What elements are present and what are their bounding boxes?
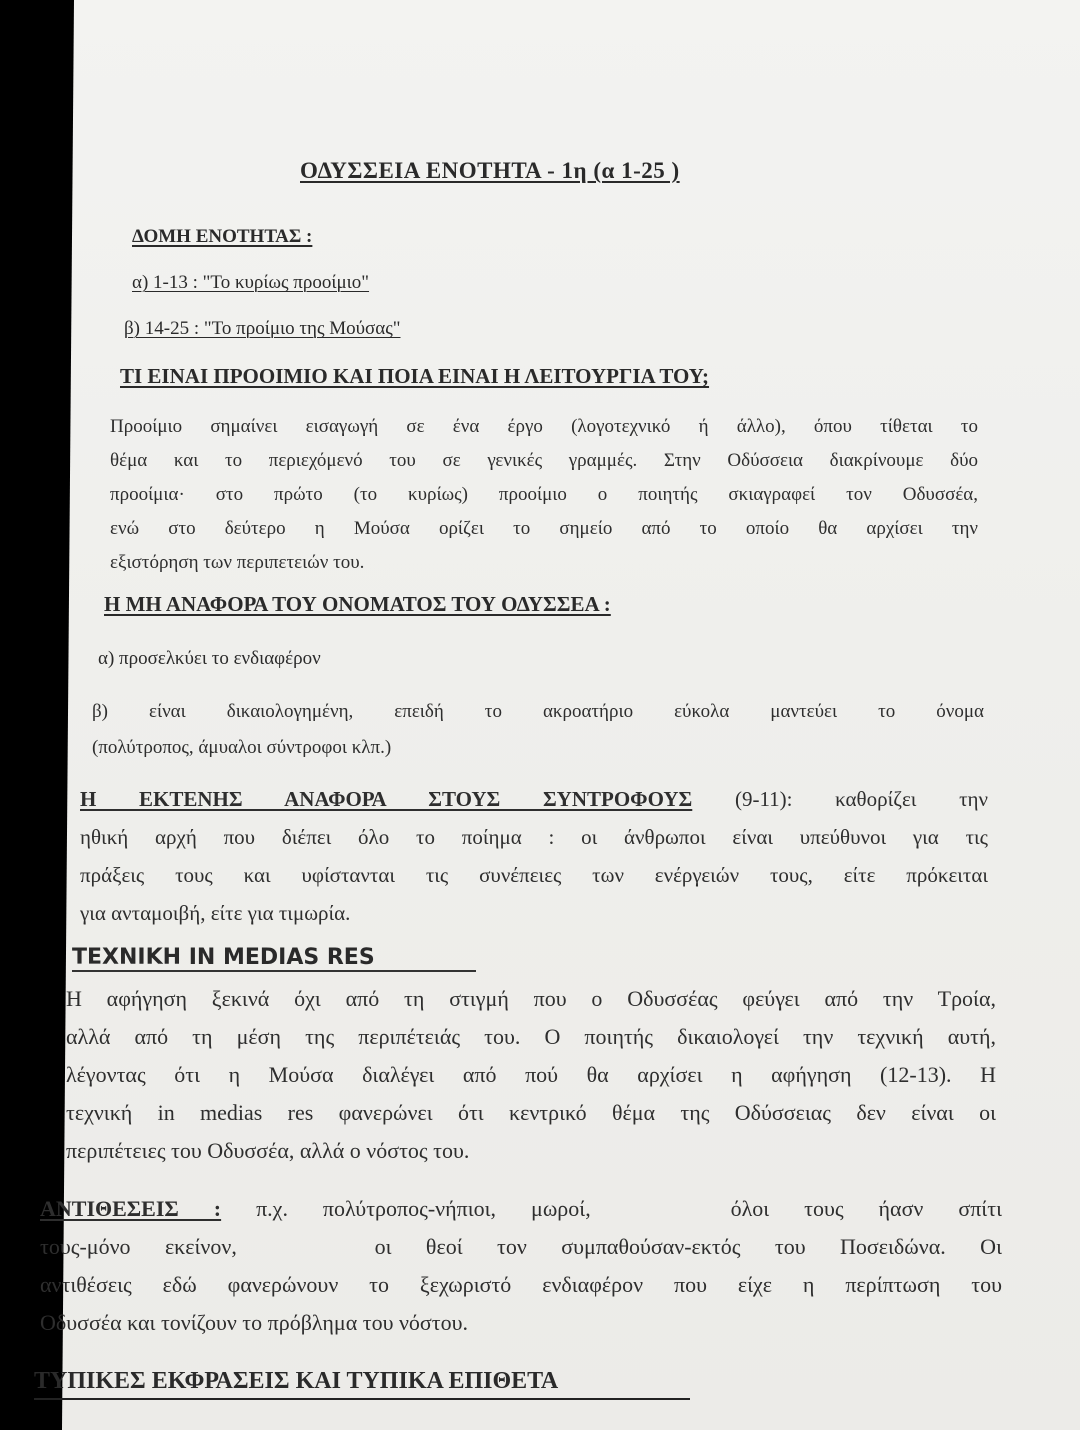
prooimio-paragraph <box>110 410 978 580</box>
typical-expressions-heading: ΤΥΠΙΚΕΣ ΕΚΦΡΑΣΕΙΣ ΚΑΙ ΤΥΠΙΚΑ ΕΠΙΘΕΤΑ <box>34 1368 559 1394</box>
structure-item-a: α) 1-13 : "Το κυρίως προοίμιο" <box>132 272 370 293</box>
name-reference-heading: Η ΜΗ ΑΝΑΦΟΡΑ ΤΟΥ ΟΝΟΜΑΤΟΣ ΤΟΥ ΟΔΥΣΣΕΑ : <box>104 592 611 616</box>
companions-heading: Η ΕΚΤΕΝΗΣ ΑΝΑΦΟΡΑ ΣΤΟΥΣ ΣΥΝΤΡΟΦΟΥΣ <box>80 787 693 811</box>
name-reference-item-b <box>92 694 984 766</box>
paragraph-line: β) είναι δικαιολογημένη, επειδή το ακροατήριο εύκολα μαντεύει το όνομα <box>92 701 984 722</box>
paragraph-line: αντιθέσεις εδώ φανερώνουν το ξεχωριστό ενδιαφέρον που είχε η περίπτωση του <box>40 1272 1002 1297</box>
antitheses-paragraph <box>40 1190 1002 1342</box>
antitheses-first-line: π.χ. πολύτροπος-νήπιοι, μωροί, όλοι τους ήασν σπίτι <box>221 1196 1002 1221</box>
structure-heading: ΔΟΜΗ ΕΝΟΤΗΤΑΣ : <box>132 226 313 247</box>
name-reference-item-a: α) προσελκύει το ενδιαφέρον <box>98 648 321 669</box>
paragraph-line: λέγοντας ότι η Μούσα διαλέγει από πού θα αρχίσει η αφήγηση (12-13). Η <box>66 1062 996 1087</box>
paragraph-line: Η αφήγηση ξεκινά όχι από τη στιγμή που ο Οδυσσέας φεύγει από την Τροία, <box>66 986 996 1011</box>
paragraph-line <box>80 780 988 818</box>
paragraph-line: τους-μόνο εκείνον, οι θεοί τον συμπαθούσαν-εκτός του Ποσειδώνα. Οι <box>40 1234 1002 1259</box>
in-medias-res-paragraph <box>66 980 996 1170</box>
antitheses-heading: ΑΝΤΙΘΕΣΕΙΣ : <box>40 1196 222 1221</box>
companions-first-line: (9-11): καθορίζει την <box>692 787 988 811</box>
paragraph-line: προοίμια· στο πρώτο (το κυρίως) προοίμιο ο ποιητής σκιαγραφεί τον Οδυσσέα, <box>110 484 978 505</box>
paragraph-line: θέμα και το περιεχόμενό του σε γενικές γραμμές. Στην Οδύσσεια διακρίνουμε δύο <box>110 450 978 471</box>
paragraph-line: για ανταμοιβή, είτε για τιμωρία. <box>80 901 351 925</box>
paragraph-line: Οδυσσέα και τονίζουν το πρόβλημα του νόστου. <box>40 1310 469 1335</box>
in-medias-res-heading: ΤΕΧΝΙΚΗ IN MEDIAS RES <box>72 945 375 970</box>
companions-paragraph <box>80 780 988 932</box>
prooimio-heading: ΤΙ ΕΙΝΑΙ ΠΡΟΟΙΜΙΟ ΚΑΙ ΠΟΙΑ ΕΙΝΑΙ Η ΛΕΙΤΟΥΡΓΙΑ ΤΟΥ; <box>120 364 710 388</box>
document-title: ΟΔΥΣΣΕΙΑ ΕΝΟΤΗΤΑ - 1η (α 1-25 ) <box>300 158 680 183</box>
paragraph-line: περιπέτειες του Οδυσσέα, αλλά ο νόστος του. <box>66 1138 470 1163</box>
paragraph-line: εξιστόρηση των περιπετειών του. <box>110 552 365 573</box>
structure-item-b: β) 14-25 : "Το προίμιο της Μούσας" <box>124 318 401 339</box>
paragraph-line: τεχνική in medias res φανερώνει ότι κεντρικό θέμα της Οδύσσειας δεν είναι οι <box>66 1100 996 1125</box>
paragraph-line: ενώ στο δεύτερο η Μούσα ορίζει το σημείο από το οποίο θα αρχίσει την <box>110 518 978 539</box>
heading-underline <box>34 1398 690 1400</box>
heading-underline <box>72 970 476 972</box>
paragraph-line: ηθική αρχή που διέπει όλο το ποίημα : οι άνθρωποι είναι υπεύθυνοι για τις <box>80 825 988 849</box>
paragraph-line: αλλά από τη μέση της περιπέτειάς του. Ο ποιητής δικαιολογεί την τεχνική αυτή, <box>66 1024 996 1049</box>
paragraph-line: Προοίμιο σημαίνει εισαγωγή σε ένα έργο (λογοτεχνικό ή άλλο), όπου τίθεται το <box>110 416 978 437</box>
paragraph-line <box>40 1190 1002 1228</box>
paragraph-line: (πολύτροπος, άμυαλοι σύντροφοι κλπ.) <box>92 737 392 758</box>
paragraph-line: πράξεις τους και υφίστανται τις συνέπειες των ενέργειών τους, είτε πρόκειται <box>80 863 988 887</box>
